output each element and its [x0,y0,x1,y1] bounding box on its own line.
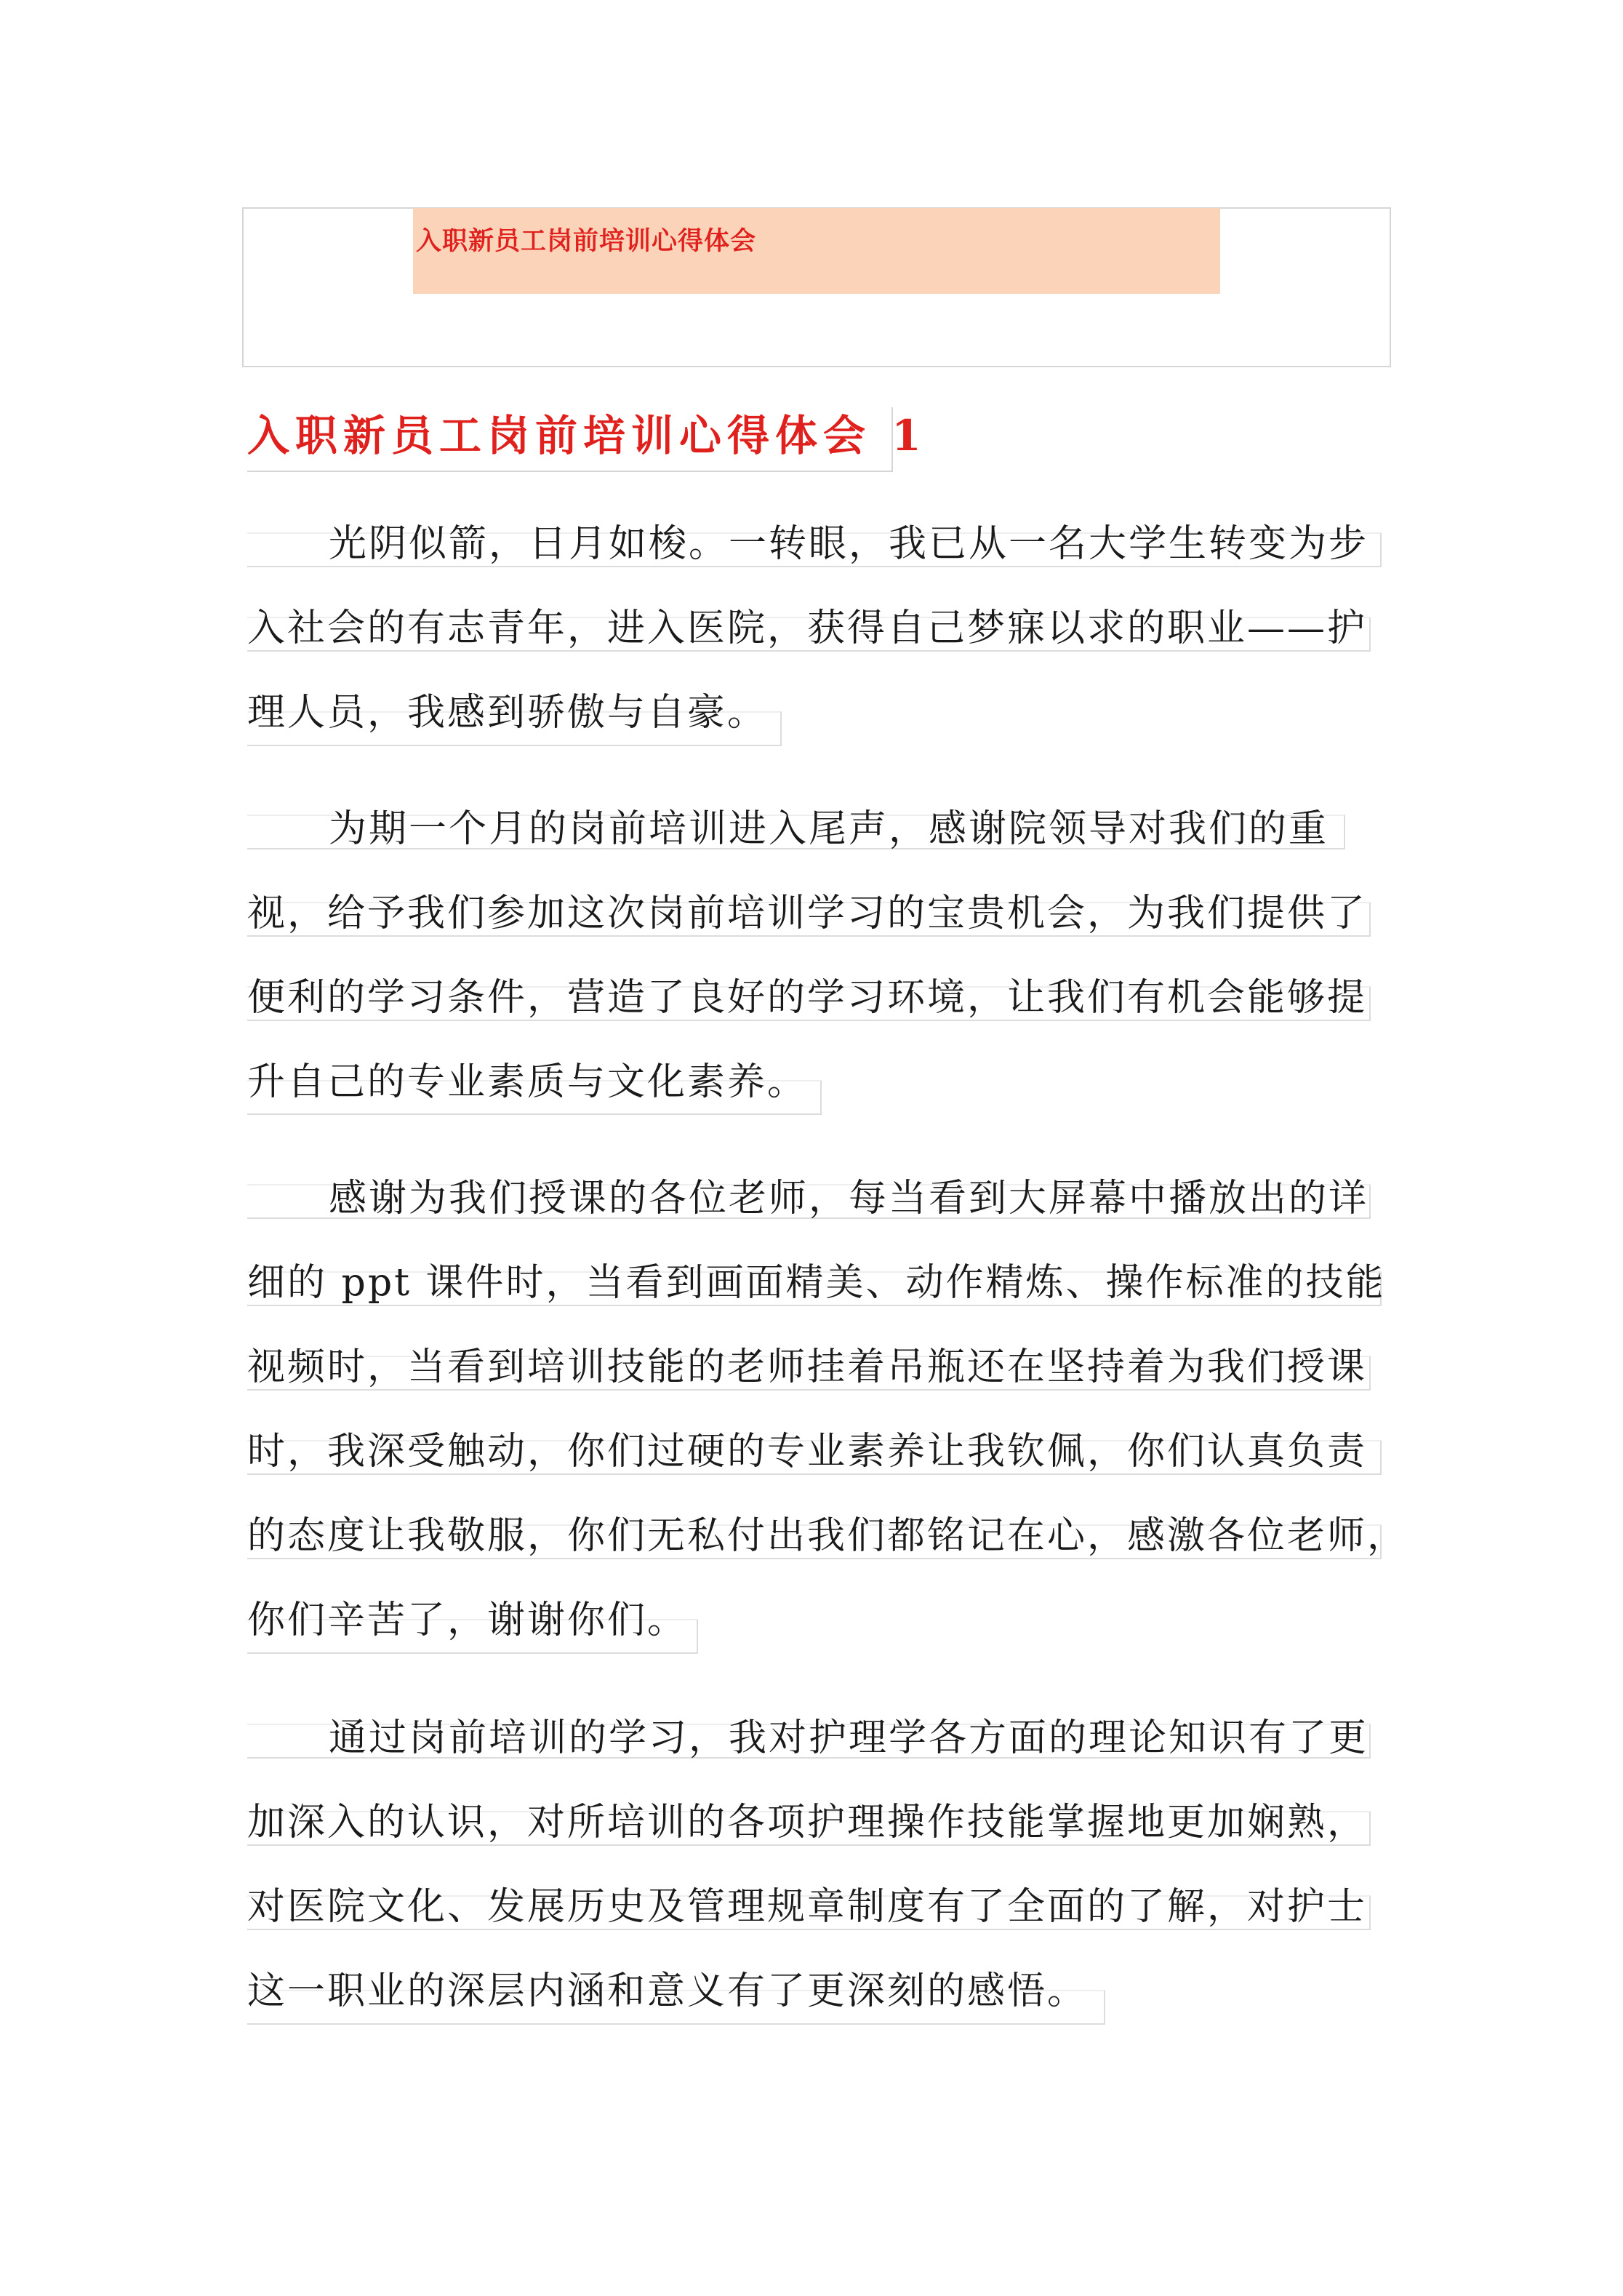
header-title: 入职新员工岗前培训心得体会 [416,226,757,256]
paragraph-line: 升自己的专业素质与文化素养。 [247,1060,808,1104]
paragraph-line: 时，我深受触动，你们过硬的专业素养让我钦佩，你们认真负责 [247,1430,1368,1473]
heading-rule-tick [891,407,893,471]
paragraph-line: 光阴似箭，日月如梭。一转眼，我已从一名大学生转变为步 [329,522,1369,566]
paragraph-line: 理人员，我感到骄傲与自豪。 [247,691,768,735]
paragraph-line: 你们辛苦了，谢谢你们。 [247,1599,688,1642]
paragraph-line: 对医院文化、发展历史及管理规章制度有了全面的了解，对护士 [247,1885,1368,1929]
paragraph-line: 视，给予我们参加这次岗前培训学习的宝贵机会，为我们提供了 [247,892,1368,935]
section-heading: 入职新员工岗前培训心得体会 1 [247,411,927,460]
paragraph-line: 加深入的认识，对所培训的各项护理操作技能掌握地更加娴熟， [247,1801,1368,1844]
paragraph-line: 为期一个月的岗前培训进入尾声，感谢院领导对我们的重 [329,807,1329,851]
paragraph-line: 细的 ppt 课件时，当看到画面精美、动作精炼、操作标准的技能 [247,1261,1386,1305]
paragraph-line: 这一职业的深层内涵和意义有了更深刻的感悟。 [247,1969,1088,2013]
paragraph-line: 的态度让我敬服，你们无私付出我们都铭记在心，感激各位老师， [247,1514,1408,1558]
heading-underline [247,471,893,472]
paragraph-line: 入社会的有志青年，进入医院，获得自己梦寐以求的职业——护 [247,607,1368,650]
paragraph-line: 感谢为我们授课的各位老师，每当看到大屏幕中播放出的详 [329,1177,1369,1220]
paragraph-line: 视频时，当看到培训技能的老师挂着吊瓶还在坚持着为我们授课 [247,1345,1368,1389]
paragraph-line: 通过岗前培训的学习，我对护理学各方面的理论知识有了更 [329,1716,1369,1760]
paragraph-line: 便利的学习条件，营造了良好的学习环境，让我们有机会能够提 [247,976,1368,1020]
